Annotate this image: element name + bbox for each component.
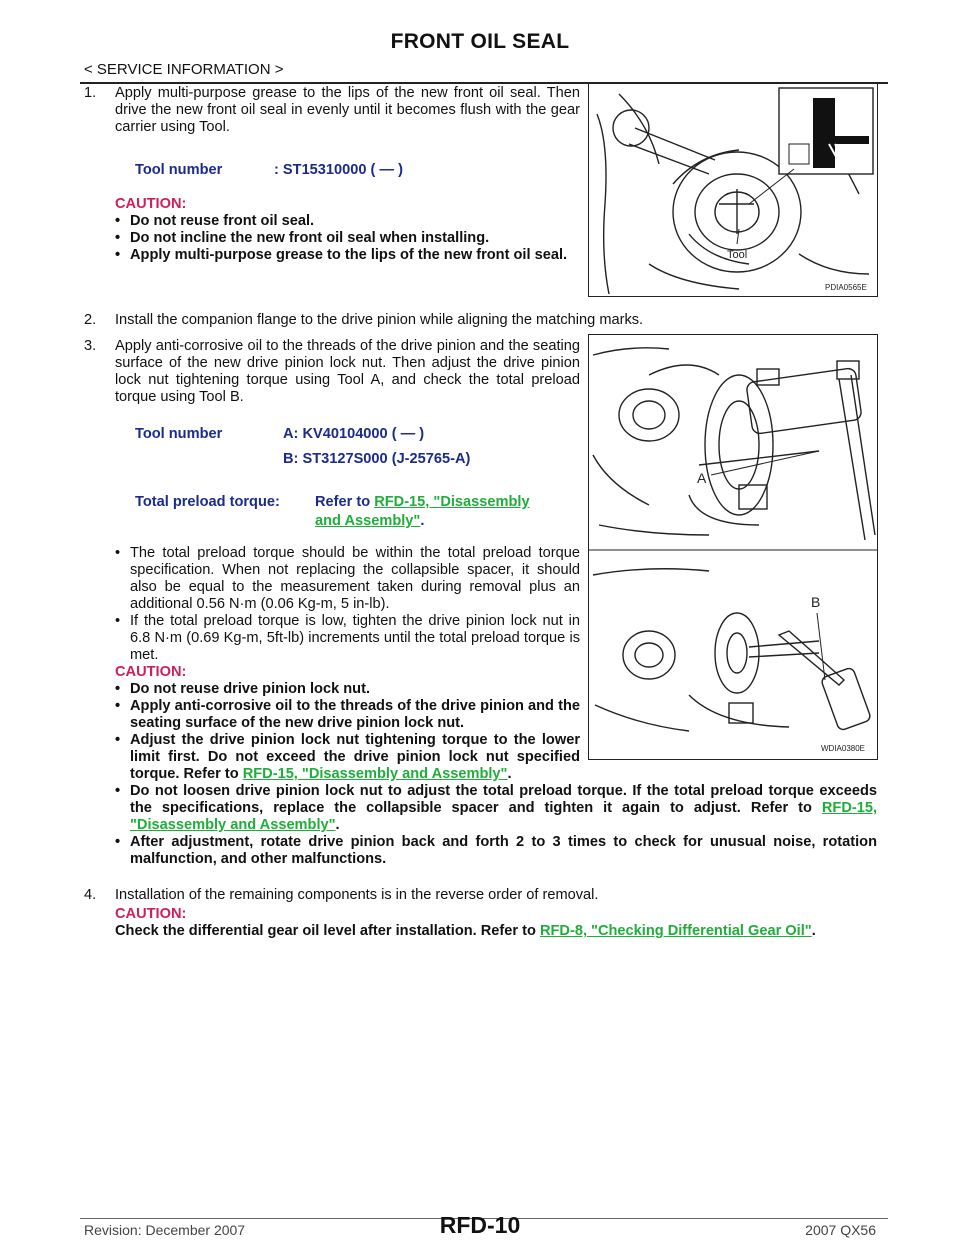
step-1 <box>84 85 580 136</box>
step-number: 3. <box>84 338 97 354</box>
tool-number-label: Tool number <box>135 162 223 178</box>
section-label: < SERVICE INFORMATION > <box>84 61 284 78</box>
tool-number-value: : ST15310000 ( — ) <box>274 162 403 178</box>
callout-a: A <box>697 470 707 486</box>
step-number: 1. <box>84 85 97 101</box>
step-text: Installation of the remaining components is in the reverse order of removal. <box>115 887 599 903</box>
step-number: 4. <box>84 887 97 903</box>
link-rfd-15[interactable]: RFD-15, "Disassembly and Assembly" <box>130 800 877 833</box>
tool-a-value: A: KV40104000 ( — ) <box>283 426 425 442</box>
callout-b: B <box>811 594 821 610</box>
figure-drive-pinion-tools <box>588 334 878 760</box>
caution-label: CAUTION: <box>115 196 187 212</box>
link-rfd-8[interactable]: RFD-8, "Checking Differential Gear Oil" <box>539 923 812 939</box>
step-text: Apply multi-purpose grease to the lips of the new front oil seal. Then drive the new front oil seal in evenly until it becomes flush with the gear carrier using Tool. <box>115 85 580 135</box>
caution-label: CAUTION: <box>115 906 187 922</box>
step-text: Apply anti-corrosive oil to the threads of the drive pinion and the seating surface of the new drive pinion lock nut. Then adjust the drive pinion lock nut tightening torque using Tool A, and check the total preload torque using Tool B. <box>115 338 580 405</box>
caution-bullet: • Do not reuse drive pinion lock nut. <box>115 681 371 697</box>
step-2 <box>84 312 884 329</box>
page-title: FRONT OIL SEAL <box>390 30 570 53</box>
tool-b-value: B: ST3127S000 (J-25765-A) <box>283 451 471 467</box>
preload-reference-cont: and Assembly". <box>315 513 425 529</box>
sub-bullet: • The total preload torque should be within the total preload torque specification. When not replacing the collapsible spacer, it should also be equal to the measurement taken during removal plus an additional 0.56 N·m (0.06 Kg-m, 5 in-lb). <box>115 545 580 612</box>
step-text: Install the companion flange to the drive pinion while aligning the matching marks. <box>115 312 644 328</box>
step-number: 2. <box>84 312 97 328</box>
figure-id: WDIA0380E <box>821 744 866 753</box>
link-rfd-15[interactable]: RFD-15, "Disassembly and Assembly" <box>242 766 508 782</box>
caution-text: Check the differential gear oil level after installation. Refer to RFD-8, "Checking Differential Gear Oil". <box>115 923 816 939</box>
preload-reference: Refer to RFD-15, "Disassembly <box>315 494 530 510</box>
caution-bullet: • Do not loosen drive pinion lock nut to adjust the total preload torque. If the total preload torque exceeds the specifications, replace the collapsible spacer and tighten it again to adjust. Refer to RFD-15, "Disassembly and Assembly". <box>115 783 877 833</box>
caution-bullet: • Adjust the drive pinion lock nut tightening torque to the lower limit first. Do not exceed the drive pinion lock nut specified torque. Refer to RFD-15, "Disassembly and Assembly". <box>115 732 580 782</box>
drive-pinion-illustration <box>589 335 877 759</box>
caution-bullet: • After adjustment, rotate drive pinion back and forth 2 to 3 times to check for unusual noise, rotation malfunction, and other malfunctions. <box>115 834 877 867</box>
sub-bullet: • If the total preload torque is low, tighten the drive pinion lock nut in 6.8 N·m (0.69 Kg-m, 5ft-lb) increments until the total preload torque is met. <box>115 613 580 663</box>
caution-bullet: • Apply anti-corrosive oil to the threads of the drive pinion and the seating surface of the new drive pinion lock nut. <box>115 698 580 731</box>
figure-id: PDIA0565E <box>825 283 867 292</box>
model-year: 2007 QX56 <box>805 1222 876 1238</box>
link-rfd-15[interactable]: and Assembly" <box>315 513 421 529</box>
caution-bullet: • Do not incline the new front oil seal when installing. <box>115 230 490 246</box>
tool-callout: Tool <box>727 249 748 261</box>
caution-bullet: • Apply multi-purpose grease to the lips of the new front oil seal. <box>115 247 568 263</box>
tool-number-label: Tool number <box>135 426 223 442</box>
revision-date: Revision: December 2007 <box>84 1222 246 1238</box>
step-3 <box>84 338 580 406</box>
preload-label: Total preload torque: <box>135 494 280 510</box>
oil-seal-illustration <box>589 84 877 296</box>
link-rfd-15[interactable]: RFD-15, "Disassembly <box>374 494 530 510</box>
caution-label: CAUTION: <box>115 664 187 680</box>
page-number: RFD-10 <box>439 1212 521 1238</box>
caution-bullet: • Do not reuse front oil seal. <box>115 213 315 229</box>
step-4 <box>84 887 884 904</box>
figure-front-oil-seal-tool <box>588 83 878 297</box>
